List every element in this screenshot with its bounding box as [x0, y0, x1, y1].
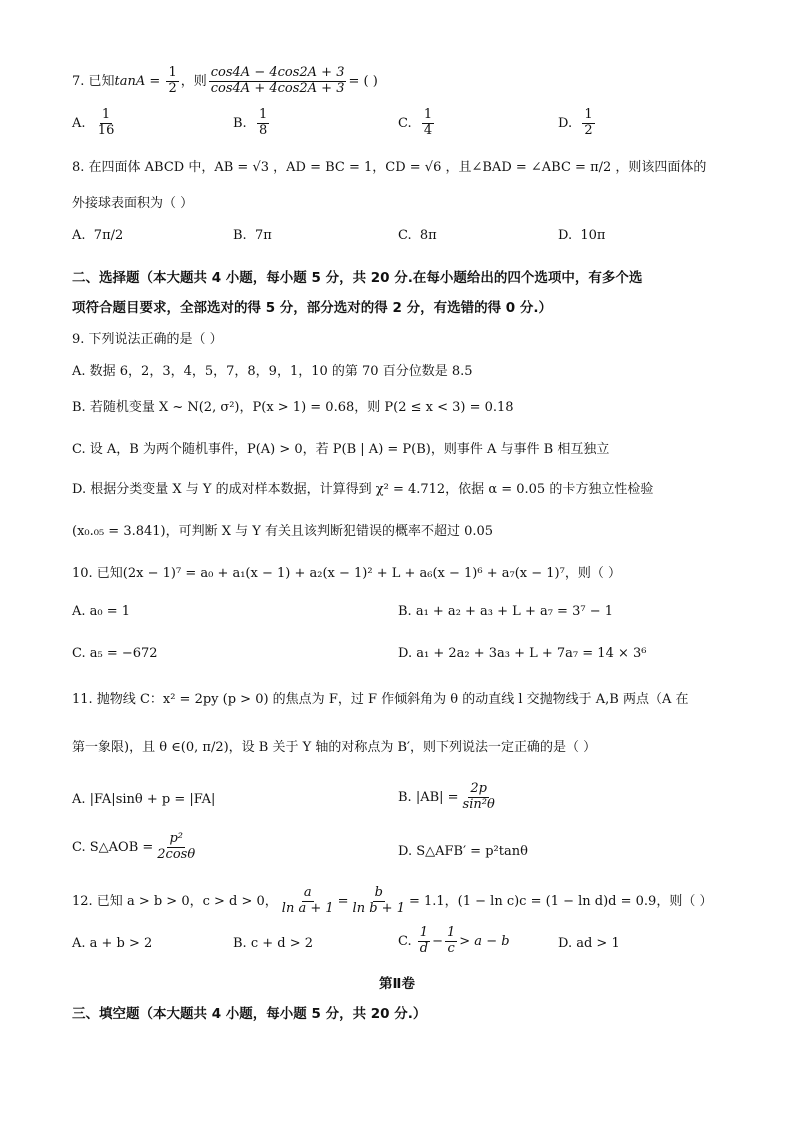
q8-stem-line1: 8. 在四面体 ABCD 中，AB = √3 ，AD = BC = 1，CD = √6 ，且∠BAD = ∠ABC = π/2 ，则该四面体的	[72, 160, 707, 175]
q11-option-c-fraction	[155, 832, 197, 863]
q12-fraction-a-num: a	[303, 885, 312, 900]
q12-option-c-fraction-2	[445, 926, 457, 957]
q9-option-a: A. 数据 6，2，3，4，5，7，8，9，1，10 的第 70 百分位数是 8.5	[72, 364, 473, 379]
q7-stem	[72, 66, 378, 97]
q11-option-d: D. S△AFB′ = p²tanθ	[398, 844, 528, 859]
q10-option-c: C. a₅ = −672	[72, 646, 158, 661]
q12-option-c-f1-den: d	[419, 940, 429, 956]
section3-header: 三、填空题（本大题共 4 小题，每小题 5 分，共 20 分.）	[72, 1006, 427, 1022]
q11-line2-prefix: 第一象限)，且 θ ∈	[72, 740, 181, 755]
q7-given-num: 1	[168, 65, 177, 80]
q12-fraction-b-num: b	[374, 885, 383, 900]
q7-option-c-num: 1	[423, 107, 433, 122]
q12-fraction-a-den: ln a + 1	[281, 900, 334, 916]
q12-option-a: A. a + b > 2	[72, 936, 153, 951]
q7-option-a-label: A.	[72, 115, 86, 131]
q7-prefix: 7. 已知	[72, 73, 115, 89]
q11-option-c-num: p²	[169, 831, 183, 846]
q11-option-b-num: 2p	[470, 781, 487, 796]
q11-line2-suffix: ，设 B 关于 Y 轴的对称点为 B′，则下列说法一定正确的是（ ）	[228, 740, 597, 755]
q11-option-b-den: sin²θ	[462, 796, 495, 812]
q7-option-b-den: 8	[258, 122, 268, 138]
q11-option-a: A. |FA|sinθ + p = |FA|	[72, 792, 216, 807]
q12-prefix: 12. 已知 a > b > 0，c > d > 0，	[72, 893, 278, 909]
q9-option-d-line1: D. 根据分类变量 X 与 Y 的成对样本数据，计算得到 χ² = 4.712，依据 α = 0.05 的卡方独立性检验	[72, 482, 654, 497]
q11-option-b-fraction	[461, 782, 497, 813]
q12-stem	[72, 886, 712, 917]
q7-option-a-num: 1	[101, 107, 111, 122]
q7-option-d-label: D.	[558, 115, 573, 131]
q9-option-d-line2: (x₀.₀₅ = 3.841)，可判断 X 与 Y 有关且该判断犯错误的概率不超过 0.05	[72, 524, 494, 539]
q7-given-den: 2	[168, 80, 177, 96]
q7-option-a	[72, 108, 118, 139]
q7-option-a-den: 16	[97, 122, 115, 138]
section2-line1: 二、选择题（本大题共 4 小题，每小题 5 分，共 20 分.在每小题给出的四个选项中，有多个选	[72, 270, 643, 286]
q7-option-c-den: 4	[423, 122, 433, 138]
q11-option-c-den: 2cosθ	[157, 846, 196, 862]
q9-stem: 9. 下列说法正确的是（ ）	[72, 332, 223, 347]
q7-given-fraction	[166, 66, 178, 97]
q8-stem-line2: 外接球表面积为（ ）	[72, 196, 194, 211]
part2-title: 第Ⅱ卷	[379, 976, 415, 992]
q8-option-d	[558, 228, 605, 243]
q7-option-d-num: 1	[584, 107, 593, 122]
q7-given: tanA =	[114, 73, 165, 89]
q8-option-b-value: 7π	[254, 228, 272, 243]
q7-option-d-den: 2	[584, 122, 593, 138]
q10-stem: 10. 已知(2x − 1)⁷ = a₀ + a₁(x − 1) + a₂(x − 1)² + L + a₆(x − 1)⁶ + a₇(x − 1)⁷，则（ ）	[72, 566, 621, 581]
q12-fraction-a	[280, 886, 336, 917]
q7-option-b-fraction	[257, 108, 269, 139]
q8-option-b	[233, 228, 272, 243]
q12-fraction-b	[351, 886, 407, 917]
q7-option-c-fraction	[422, 108, 434, 139]
q12-option-c-fraction-1	[418, 926, 430, 957]
section2-line2: 项符合题目要求，全部选对的得 5 分，部分选对的得 2 分，有选错的得 0 分.）	[72, 300, 553, 316]
q8-option-c-value: 8π	[419, 228, 437, 243]
q7-expr-num: cos4A − 4cos2A + 3	[210, 65, 345, 80]
q8-option-d-value: 10π	[580, 228, 606, 243]
q12-equals: =	[337, 893, 349, 909]
q9-option-b: B. 若随机变量 X ~ N(2, σ²)，P(x > 1) = 0.68，则 P(2 ≤ x < 3) = 0.18	[72, 400, 514, 415]
q12-option-c-minus: −	[432, 933, 443, 949]
q8-option-a-label: A.	[72, 228, 86, 243]
q12-fraction-b-den: ln b + 1	[352, 900, 405, 916]
q8-option-d-label: D.	[558, 228, 573, 243]
q7-option-d-fraction	[582, 108, 594, 139]
q7-option-c	[398, 108, 436, 139]
q12-option-b: B. c + d > 2	[233, 936, 314, 951]
q7-option-b	[233, 108, 271, 139]
q12-option-c-label: C.	[398, 933, 412, 949]
q7-option-d	[558, 108, 597, 139]
q10-option-d: D. a₁ + 2a₂ + 3a₃ + L + 7a₇ = 14 × 3⁶	[398, 646, 647, 661]
q9-option-c: C. 设 A，B 为两个随机事件，P(A) > 0，若 P(B | A) = P(B)，则事件 A 与事件 B 相互独立	[72, 442, 610, 457]
q7-option-b-num: 1	[258, 107, 268, 122]
q12-option-c-f2-den: c	[447, 940, 455, 956]
q11-option-b	[398, 782, 499, 813]
q7-expression	[209, 66, 347, 97]
q10-option-a: A. a₀ = 1	[72, 604, 131, 619]
q11-stem-line2	[72, 736, 596, 755]
q7-option-a-fraction	[96, 108, 117, 139]
q7-option-c-label: C.	[398, 115, 412, 131]
q12-tail: = 1.1，(1 − ln c)c = (1 − ln d)d = 0.9，则（ ）	[408, 893, 713, 909]
q12-option-c-f1-num: 1	[419, 925, 429, 940]
q8-option-a	[72, 228, 123, 243]
q11-stem-line1: 11. 抛物线 C：x² = 2py (p > 0) 的焦点为 F，过 F 作倾斜角为 θ 的动直线 l 交抛物线于 A,B 两点（A 在	[72, 692, 689, 707]
q7-option-b-label: B.	[233, 115, 247, 131]
q7-tail: = ( )	[348, 73, 378, 89]
q10-option-b: B. a₁ + a₂ + a₃ + L + a₇ = 3⁷ − 1	[398, 604, 613, 619]
q12-option-c-f2-num: 1	[447, 925, 456, 940]
q8-option-b-label: B.	[233, 228, 247, 243]
q12-option-c-tail: > a − b	[459, 933, 510, 949]
q7-then: ，则	[180, 73, 207, 89]
q8-option-c-label: C.	[398, 228, 412, 243]
q12-option-d: D. ad > 1	[558, 936, 620, 951]
q8-option-a-value: 7π/2	[93, 228, 124, 243]
q11-option-b-prefix: B. |AB| =	[398, 789, 459, 805]
q12-option-c	[398, 926, 510, 957]
q8-option-c	[398, 228, 437, 243]
q11-interval: (0, π/2)	[180, 740, 229, 755]
q11-option-c-prefix: C. S△AOB =	[72, 839, 154, 855]
q7-expr-den: cos4A + 4cos2A + 3	[210, 80, 345, 96]
q11-option-c	[72, 832, 199, 863]
